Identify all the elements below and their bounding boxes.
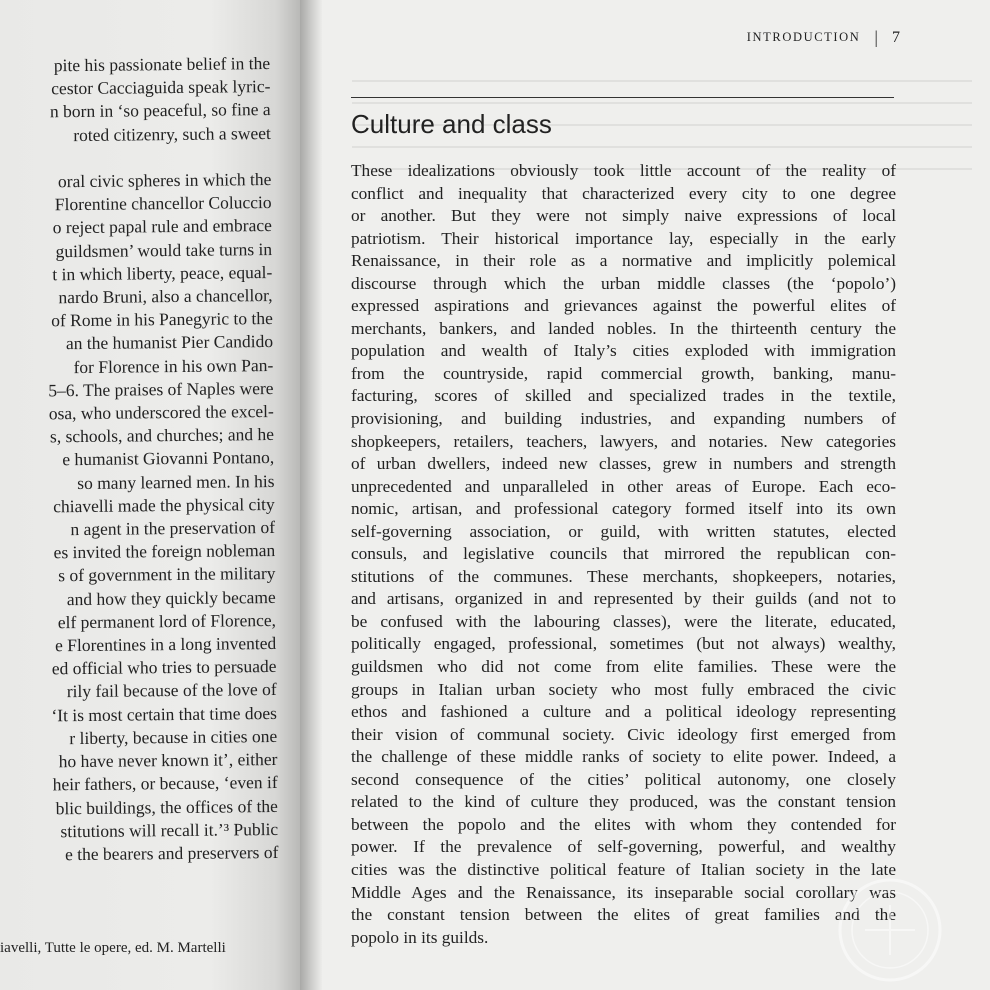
left-line: so many learned men. In his: [77, 470, 275, 493]
left-line: s of government in the military: [58, 563, 276, 586]
body-line: their vision of communal society. Civic ideology first emerged from: [351, 724, 896, 744]
left-line: and how they quickly became: [66, 586, 276, 609]
left-line: e Florentines in a long invented: [54, 633, 277, 656]
body-line: stitutions of the communes. These merchants, shopkeepers, notaries,: [351, 566, 896, 586]
left-line: roted citizenry, such a sweet: [73, 122, 271, 145]
running-head-section: INTRODUCTION: [746, 30, 861, 44]
left-footnote: iavelli, Tutte le opere, ed. M. Martelli: [0, 940, 226, 956]
body-line: second consequence of the cities’ political autonomy, one closely: [351, 769, 896, 789]
left-line: osa, who underscored the excel-: [48, 401, 274, 424]
left-line: ed official who tries to persuade: [51, 656, 277, 679]
body-line: self-governing association, or guild, with written statutes, elected: [351, 521, 896, 541]
body-line: power. If the prevalence of self-governing, powerful, and wealthy: [351, 837, 896, 857]
left-line: o reject papal rule and embrace: [52, 215, 272, 238]
body-line: Middle Ages and the Renaissance, its inseparable social corollary was: [351, 882, 896, 902]
running-head: [360, 27, 900, 48]
body-line: patriotism. Their historical importance lay, especially in the early: [351, 228, 896, 248]
left-line: stitutions will recall it.’³ Public: [60, 818, 279, 841]
left-line: pite his passionate belief in the: [53, 52, 271, 76]
left-line: r liberty, because in cities one: [69, 725, 278, 749]
body-line: consuls, and legislative councils that mirrored the republican con-: [351, 544, 896, 564]
left-line: e the bearers and preservers of: [64, 841, 279, 865]
body-line: from the countryside, rapid commercial growth, banking, manu-: [351, 363, 896, 383]
body-line: popolo in its guilds.: [351, 927, 489, 947]
left-line: [0, 145, 271, 171]
body-line: and artisans, organized in and represented by their guilds (and not to: [351, 589, 896, 609]
left-line: chiavelli made the physical city: [53, 493, 275, 517]
body-line: between the popolo and the elites with whom they contended for: [351, 814, 896, 834]
left-line: rily fail because of the love of: [66, 679, 277, 702]
body-line: the challenge of these middle ranks of society to elite power. Indeed, a: [351, 747, 896, 767]
body-line: provisioning, and building industries, and expanding numbers of: [351, 409, 896, 429]
section-rule: [351, 97, 894, 98]
body-line: ethos and fashioned a culture and a political ideology representing: [351, 702, 896, 722]
body-line: conflict and inequality that characterized every city to one degree: [351, 183, 896, 203]
body-line: facturing, scores of skilled and specialized trades in the textile,: [351, 386, 896, 406]
section-title: Culture and class: [351, 109, 552, 139]
left-page-text: [0, 52, 279, 867]
left-line: t in which liberty, peace, equal-: [52, 261, 273, 285]
left-line: ho have never known it’, either: [58, 749, 278, 772]
left-line: n agent in the preservation of: [70, 517, 276, 540]
body-line: discourse through which the urban middle classes (the ‘popolo’): [351, 273, 896, 293]
page-number: 7: [892, 28, 900, 46]
body-line: the constant tension between the elites of great families and the: [351, 905, 896, 925]
body-line: shopkeepers, retailers, teachers, lawyers, and notaries. New categories: [351, 431, 896, 451]
left-line: guildsmen’ would take turns in: [55, 238, 273, 261]
left-line: of Rome in his Panegyric to the: [51, 308, 273, 331]
body-line: Renaissance, in their role as a normative and implicitly polemical: [351, 251, 896, 271]
body-line: cities was the distinctive political feature of Italian society in the late: [351, 859, 896, 879]
body-line: population and wealth of Italy’s cities exploded with immigration: [351, 341, 896, 361]
body-line: be confused with the labouring classes), were the literate, educated,: [351, 611, 896, 631]
left-line: heir fathers, or because, ‘even if: [52, 772, 278, 795]
body-line: guildsmen who did not come from elite families. These were the: [351, 657, 896, 677]
running-head-separator: |: [874, 27, 878, 47]
body-line: These idealizations obviously took little account of the reality of: [351, 161, 896, 180]
left-line: Florentine chancellor Coluccio: [54, 192, 272, 215]
left-line: s, schools, and churches; and he: [49, 424, 275, 447]
body-line: unprecedented and unparalleled in other areas of Europe. Each eco-: [351, 476, 896, 496]
left-line: 5–6. The praises of Naples were: [48, 377, 274, 401]
left-line: elf permanent lord of Florence,: [57, 609, 277, 633]
body-line: of urban dwellers, indeed new classes, grew in numbers and strength: [351, 454, 896, 474]
book-gutter: [300, 0, 322, 990]
watermark-stamp-icon: [830, 870, 950, 990]
left-line: n born in ‘so peaceful, so fine a: [49, 99, 271, 122]
left-line: oral civic spheres in which the: [57, 169, 272, 192]
body-text: [351, 160, 896, 949]
left-line: cestor Cacciaguida speak lyric-: [51, 76, 271, 99]
body-line: related to the kind of culture they produced, was the constant tension: [351, 792, 896, 812]
left-line: nardo Bruni, also a chancellor,: [58, 285, 273, 308]
body-line: nomic, artisan, and professional category formed itself into its own: [351, 499, 896, 519]
body-line: politically engaged, professional, sometimes (but not always) wealthy,: [351, 634, 896, 654]
body-line: groups in Italian urban society who most fully embraced the civic: [351, 679, 896, 699]
left-line: e humanist Giovanni Pontano,: [62, 447, 275, 470]
left-line: ‘It is most certain that time does: [51, 702, 278, 726]
left-line: blic buildings, the offices of the: [55, 795, 278, 818]
body-line: merchants, bankers, and landed nobles. In the thirteenth century the: [351, 318, 896, 338]
left-line: for Florence in his own Pan-: [73, 354, 274, 377]
body-line: or another. But they were not simply naive expressions of local: [351, 206, 896, 226]
left-page: [0, 0, 300, 990]
left-line: an the humanist Pier Candido: [65, 331, 274, 354]
left-line: es invited the foreign nobleman: [53, 540, 276, 563]
body-line: expressed aspirations and grievances against the powerful elites of: [351, 296, 896, 316]
